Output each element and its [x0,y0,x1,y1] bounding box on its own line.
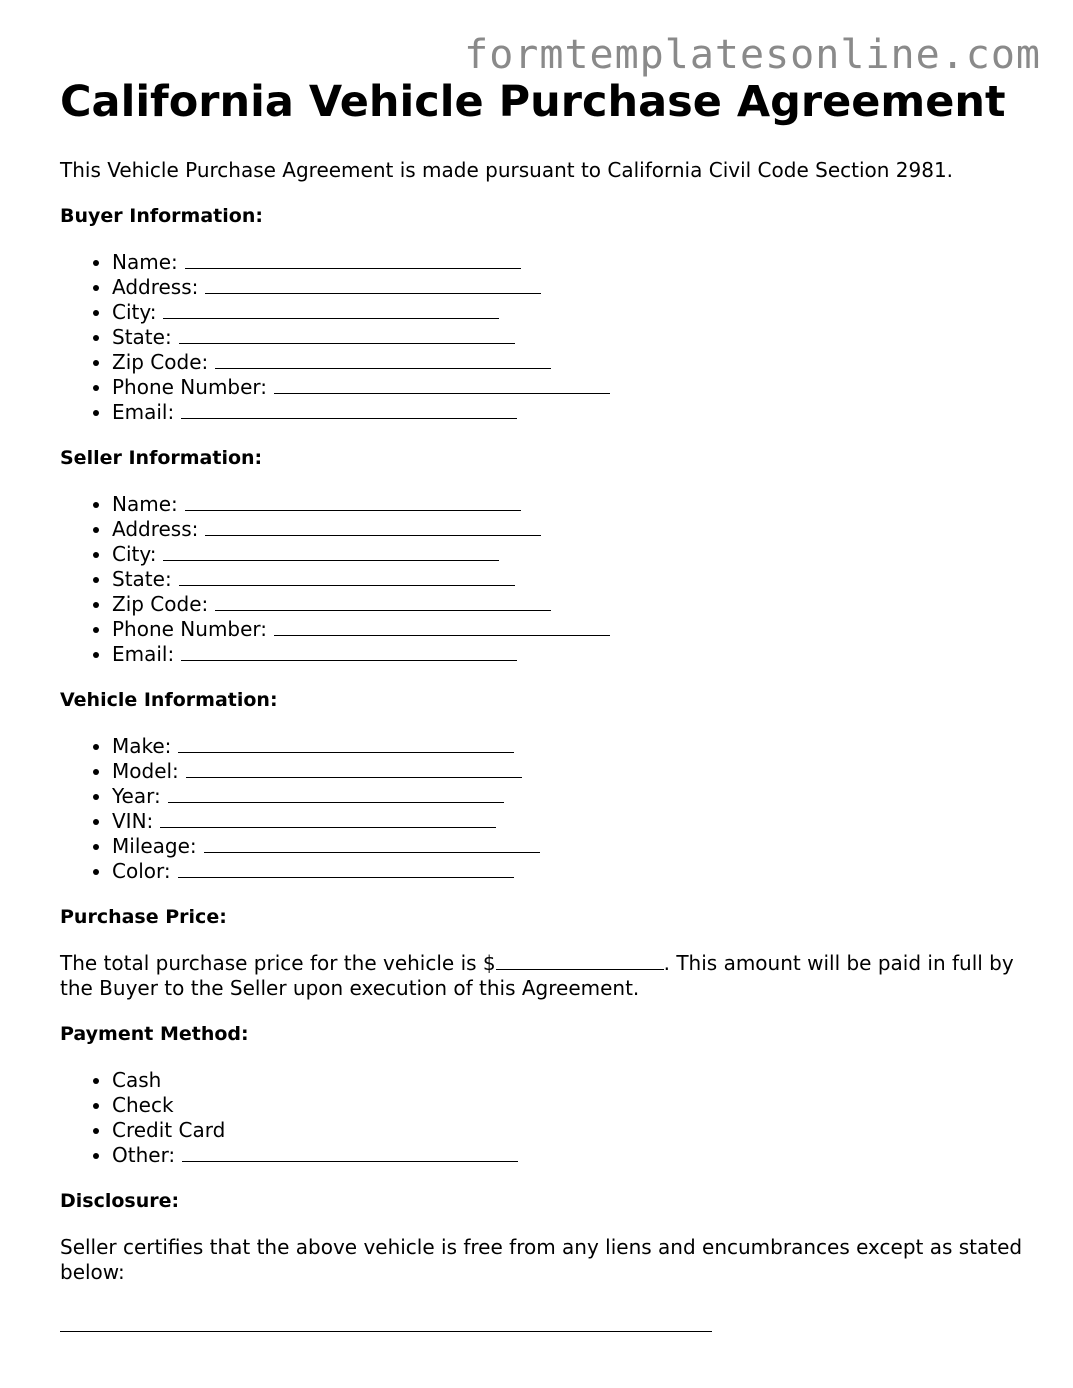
buyer-address-field: • Address: [112,275,1040,300]
price-blank[interactable] [496,951,664,970]
payment-options [60,1068,1040,1168]
seller-state-blank[interactable] [179,567,515,586]
buyer-state-blank[interactable] [179,325,515,344]
seller-phone-blank[interactable] [274,617,610,636]
buyer-phone-blank[interactable] [274,375,610,394]
buyer-name-field: • Name: [112,250,1040,275]
payment-option-other: • Other: [112,1143,1040,1168]
intro-text: This Vehicle Purchase Agreement is made pursuant to California Civil Code Section 2981. [60,158,954,182]
seller-name-blank[interactable] [185,492,521,511]
payment-option-cash: • Cash [112,1068,1040,1093]
seller-zip-blank[interactable] [215,592,551,611]
seller-fields [60,492,1040,667]
vehicle-year-blank[interactable] [168,784,504,803]
vehicle-mileage-field: • Mileage: [112,834,1040,859]
disclosure-heading: Disclosure: [60,1190,180,1212]
vehicle-make-blank[interactable] [178,734,514,753]
buyer-email-field: • Email: [112,400,1040,425]
buyer-fields [60,250,1040,425]
vehicle-color-blank[interactable] [178,859,514,878]
buyer-email-blank[interactable] [181,400,517,419]
buyer-name-blank[interactable] [185,250,521,269]
payment-heading: Payment Method: [60,1023,249,1045]
disclosure-blank[interactable] [60,1313,712,1332]
buyer-state-field: • State: [112,325,1040,350]
disclosure-line-row [60,1313,1040,1336]
buyer-zip-field: • Zip Code: [112,350,1040,375]
page-title: California Vehicle Purchase Agreement [60,77,1006,127]
price-heading: Purchase Price: [60,906,227,928]
seller-state-field: • State: [112,567,1040,592]
buyer-city-blank[interactable] [163,300,499,319]
seller-email-field: • Email: [112,642,1040,667]
vehicle-heading: Vehicle Information: [60,689,278,711]
seller-email-blank[interactable] [181,642,517,661]
buyer-address-blank[interactable] [205,275,541,294]
vehicle-color-field: • Color: [112,859,1040,884]
vehicle-make-field: • Make: [112,734,1040,759]
seller-city-blank[interactable] [163,542,499,561]
seller-city-field: • City: [112,542,1040,567]
vehicle-vin-field: • VIN: [112,809,1040,834]
buyer-zip-blank[interactable] [215,350,551,369]
buyer-city-field: • City: [112,300,1040,325]
payment-option-credit-card: • Credit Card [112,1118,1040,1143]
seller-address-blank[interactable] [205,517,541,536]
seller-name-field: • Name: [112,492,1040,517]
watermark: formtemplatesonline.com [464,32,1041,78]
vehicle-model-blank[interactable] [186,759,522,778]
seller-address-field: • Address: [112,517,1040,542]
buyer-phone-field: • Phone Number: [112,375,1040,400]
payment-option-check: • Check [112,1093,1040,1118]
disclosure-text: Seller certifies that the above vehicle is free from any liens and encumbrances except as stated below: [60,1235,1023,1284]
vehicle-model-field: • Model: [112,759,1040,784]
payment-other-blank[interactable] [182,1143,518,1162]
vehicle-mileage-blank[interactable] [204,834,540,853]
seller-zip-field: • Zip Code: [112,592,1040,617]
vehicle-year-field: • Year: [112,784,1040,809]
vehicle-fields [60,734,1040,884]
price-text: The total purchase price for the vehicle is $ . This amount will be paid in full by the Buyer to the Seller upon execution of this Agreement. [60,951,1014,1000]
seller-phone-field: • Phone Number: [112,617,1040,642]
buyer-heading: Buyer Information: [60,205,263,227]
document-page [60,76,1040,1336]
seller-heading: Seller Information: [60,447,263,469]
vehicle-vin-blank[interactable] [160,809,496,828]
